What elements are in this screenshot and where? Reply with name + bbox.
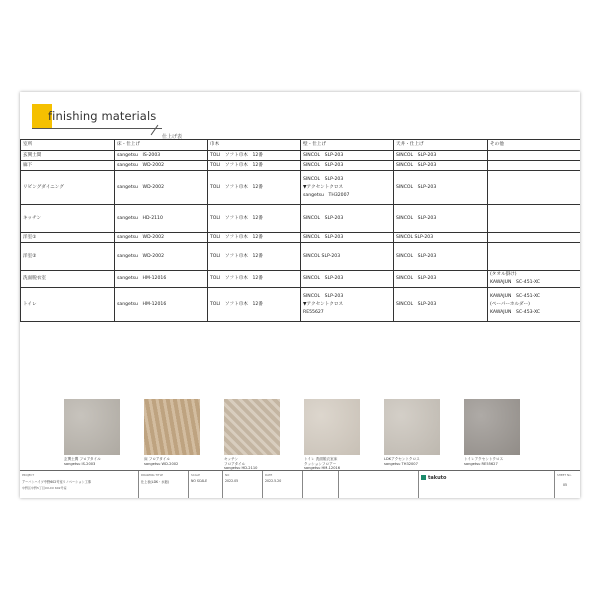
- cell-line: (ペーパーホルダー): [490, 301, 530, 307]
- table-row: [21, 151, 581, 161]
- cell-floor: [115, 271, 208, 288]
- cell-baseboard: [208, 271, 301, 288]
- cell-line: sangetsu TH32007: [303, 192, 350, 198]
- cell-line: SINCOL SLP-203: [303, 293, 344, 299]
- swatch-caption: [384, 457, 454, 466]
- cell-ceiling: [394, 151, 488, 161]
- table-row: [21, 288, 581, 322]
- title-underline: [32, 128, 162, 129]
- cell-line: SINCOL SLP-203: [396, 276, 437, 281]
- cell-line: SINCOL SLP-203: [396, 215, 437, 221]
- footer-date: DATE 2022.5.20: [262, 471, 303, 498]
- cell-line: SINCOL SLP-203: [303, 234, 344, 240]
- table-row: [21, 271, 581, 288]
- title-block: [32, 104, 192, 140]
- cell-floor: [115, 233, 208, 243]
- cell-line: sangetsu HD-2110: [117, 215, 163, 221]
- cell-ceiling: [394, 161, 488, 171]
- cell-line: sangetsu HM-12016: [117, 276, 167, 281]
- cell-room: [21, 243, 115, 271]
- cell-floor: [115, 161, 208, 171]
- header-wall: 壁・仕上げ: [301, 140, 394, 151]
- table-body: [21, 151, 581, 322]
- cell-ceiling: [394, 233, 488, 243]
- material-swatch: [304, 399, 360, 455]
- cell-wall: [301, 288, 394, 322]
- material-swatch: [224, 399, 280, 455]
- swatch-caption-line: sangetsu RE55627: [464, 461, 498, 466]
- swatch-caption-line: LDKアクセントクロス: [384, 457, 420, 461]
- cell-baseboard: [208, 171, 301, 205]
- table-row: [21, 161, 581, 171]
- cell-line: リビングダイニング: [23, 184, 64, 190]
- cell-line: SINCOL SLP-203: [396, 152, 437, 158]
- cell-line: sangetsu HM-12016: [117, 301, 167, 307]
- cell-room: [21, 161, 115, 171]
- cell-line: SINCOL SLP-203: [303, 176, 344, 182]
- cell-ceiling: [394, 243, 488, 271]
- material-swatch: [64, 399, 120, 455]
- cell-line: TOLI ソフト巾木 12番: [210, 152, 263, 158]
- cell-line: (タオル掛け): [490, 272, 517, 277]
- header-room: 室所: [21, 140, 115, 151]
- cell-line: TOLI ソフト巾木 12番: [210, 253, 263, 259]
- header-other: その他: [488, 140, 581, 151]
- footer-blank: [302, 471, 339, 498]
- cell-other: [488, 243, 581, 271]
- swatch-caption-line: 玄関土間 フロアタイル: [64, 457, 101, 461]
- logo-icon: [421, 475, 426, 480]
- cell-room: [21, 151, 115, 161]
- cell-other: [488, 171, 581, 205]
- cell-line: SINCOL SLP-203: [396, 234, 434, 240]
- swatch-caption-line: sangetsu WD-2002: [144, 461, 179, 466]
- cell-floor: [115, 205, 208, 233]
- cell-line: sangetsu WD-2002: [117, 234, 164, 240]
- cell-line: TOLI ソフト巾木 12番: [210, 215, 263, 221]
- cell-line: 廊下: [23, 162, 33, 168]
- swatch-caption: [304, 457, 374, 471]
- cell-line: sangetsu WD-2002: [117, 162, 164, 168]
- cell-line: RE55627: [303, 309, 324, 315]
- cell-baseboard: [208, 205, 301, 233]
- header-floor: 床・仕上げ: [115, 140, 208, 151]
- drawing-sheet: [20, 92, 580, 498]
- cell-room: [21, 288, 115, 322]
- cell-room: [21, 233, 115, 243]
- swatch-caption-line: クッションフロアー: [304, 461, 337, 466]
- cell-other: [488, 271, 581, 288]
- cell-line: SINCOL SLP-203: [303, 253, 341, 259]
- swatch-caption: [64, 457, 134, 466]
- cell-other: [488, 233, 581, 243]
- swatch-caption-line: sangetsu TH32007: [384, 461, 418, 466]
- footer-logo-cell: [418, 471, 555, 498]
- header-ceiling: 天井・仕上げ: [394, 140, 488, 151]
- swatch-caption-line: キッチン: [224, 457, 239, 461]
- swatch-caption-line: sangetsu HM-12016: [304, 466, 341, 470]
- finish-table: [20, 139, 580, 322]
- cell-wall: [301, 205, 394, 233]
- cell-baseboard: [208, 233, 301, 243]
- cell-line: KAWAJUN SC-451-XC: [490, 280, 541, 285]
- cell-line: キッチン: [23, 215, 42, 221]
- cell-floor: [115, 243, 208, 271]
- swatch-caption-line: sangetsu HD-2110: [224, 466, 258, 470]
- title-slash: [151, 125, 159, 135]
- swatch-caption-line: トイレアクセントクロス: [464, 457, 504, 461]
- cell-ceiling: [394, 288, 488, 322]
- cell-line: ▼アクセントクロス: [303, 184, 344, 190]
- table-row: [21, 171, 581, 205]
- cell-line: sangetsu WD-2002: [117, 253, 164, 259]
- cell-line: トイレ: [23, 301, 37, 307]
- swatch-caption: [144, 457, 214, 466]
- footer-project: PROJECT アーバンハイツ中野602号室リノベーション工事 中野区中野5丁目XX-XX 602号室: [22, 473, 91, 490]
- swatch-caption-line: トイレ 洗面脱衣室床: [304, 457, 338, 461]
- cell-wall: [301, 243, 394, 271]
- cell-line: SINCOL SLP-203: [396, 184, 437, 190]
- material-swatch: [464, 399, 520, 455]
- cell-room: [21, 171, 115, 205]
- cell-other: [488, 288, 581, 322]
- title-strip: [20, 470, 580, 498]
- cell-line: SINCOL SLP-203: [303, 276, 344, 281]
- cell-line: 洋室①: [23, 234, 37, 240]
- cell-line: TOLI ソフト巾木 12番: [210, 234, 263, 240]
- table-row: [21, 205, 581, 233]
- cell-line: sangetsu IS-2003: [117, 152, 161, 158]
- cell-other: [488, 161, 581, 171]
- cell-line: 玄関土間: [23, 152, 42, 158]
- footer-drawing: DRAWING TITLE 仕上表(LDK・水廻): [138, 471, 189, 498]
- cell-wall: [301, 161, 394, 171]
- cell-floor: [115, 171, 208, 205]
- swatch-caption-line: 床 フロアタイル: [144, 457, 170, 461]
- page-subtitle: 仕上げ表: [162, 134, 183, 140]
- swatch-caption: [224, 457, 294, 471]
- cell-line: TOLI ソフト巾木 12番: [210, 184, 263, 190]
- cell-ceiling: [394, 171, 488, 205]
- footer-no: NO 2022.05: [222, 471, 263, 498]
- cell-line: SINCOL SLP-203: [303, 152, 344, 158]
- cell-floor: [115, 288, 208, 322]
- swatch-row: [64, 399, 544, 469]
- cell-line: SINCOL SLP-203: [303, 215, 344, 221]
- cell-room: [21, 205, 115, 233]
- swatch-caption-line: sangetsu IS-2003: [64, 461, 96, 466]
- cell-room: [21, 271, 115, 288]
- header-baseboard: 巾木: [208, 140, 301, 151]
- cell-line: TOLI ソフト巾木 12番: [210, 162, 263, 168]
- table-row: [21, 233, 581, 243]
- cell-ceiling: [394, 271, 488, 288]
- cell-line: SINCOL SLP-203: [303, 162, 344, 168]
- cell-baseboard: [208, 161, 301, 171]
- cell-line: TOLI ソフト巾木 12番: [210, 301, 263, 307]
- footer-blank-2: [338, 471, 419, 498]
- cell-wall: [301, 233, 394, 243]
- footer-scale: SCALE NO SCALE: [188, 471, 223, 498]
- cell-wall: [301, 171, 394, 205]
- table-header-row: [21, 140, 581, 151]
- cell-other: [488, 205, 581, 233]
- material-swatch: [144, 399, 200, 455]
- cell-baseboard: [208, 151, 301, 161]
- cell-line: ▼アクセントクロス: [303, 301, 344, 307]
- cell-other: [488, 151, 581, 161]
- table-row: [21, 243, 581, 271]
- cell-line: SINCOL SLP-203: [396, 162, 437, 168]
- swatch-caption-line: フロアタイル: [224, 461, 246, 466]
- cell-line: SINCOL SLP-203: [396, 253, 437, 259]
- cell-line: sangetsu WD-2002: [117, 184, 164, 190]
- cell-baseboard: [208, 288, 301, 322]
- footer-page: SHEET No. 05: [554, 471, 580, 498]
- cell-wall: [301, 271, 394, 288]
- page-title: finishing materials: [48, 109, 157, 123]
- cell-line: KAWAJUN SC-451-XC: [490, 293, 541, 299]
- cell-line: KAWAJUN SC-453-XC: [490, 309, 541, 315]
- company-logo: takuto: [421, 475, 446, 481]
- swatch-caption: [464, 457, 534, 466]
- cell-baseboard: [208, 243, 301, 271]
- cell-ceiling: [394, 205, 488, 233]
- cell-line: 洗面脱衣室: [23, 276, 46, 281]
- cell-line: TOLI ソフト巾木 12番: [210, 276, 263, 281]
- cell-wall: [301, 151, 394, 161]
- cell-line: SINCOL SLP-203: [396, 301, 437, 307]
- cell-floor: [115, 151, 208, 161]
- material-swatch: [384, 399, 440, 455]
- cell-line: 洋室②: [23, 253, 37, 259]
